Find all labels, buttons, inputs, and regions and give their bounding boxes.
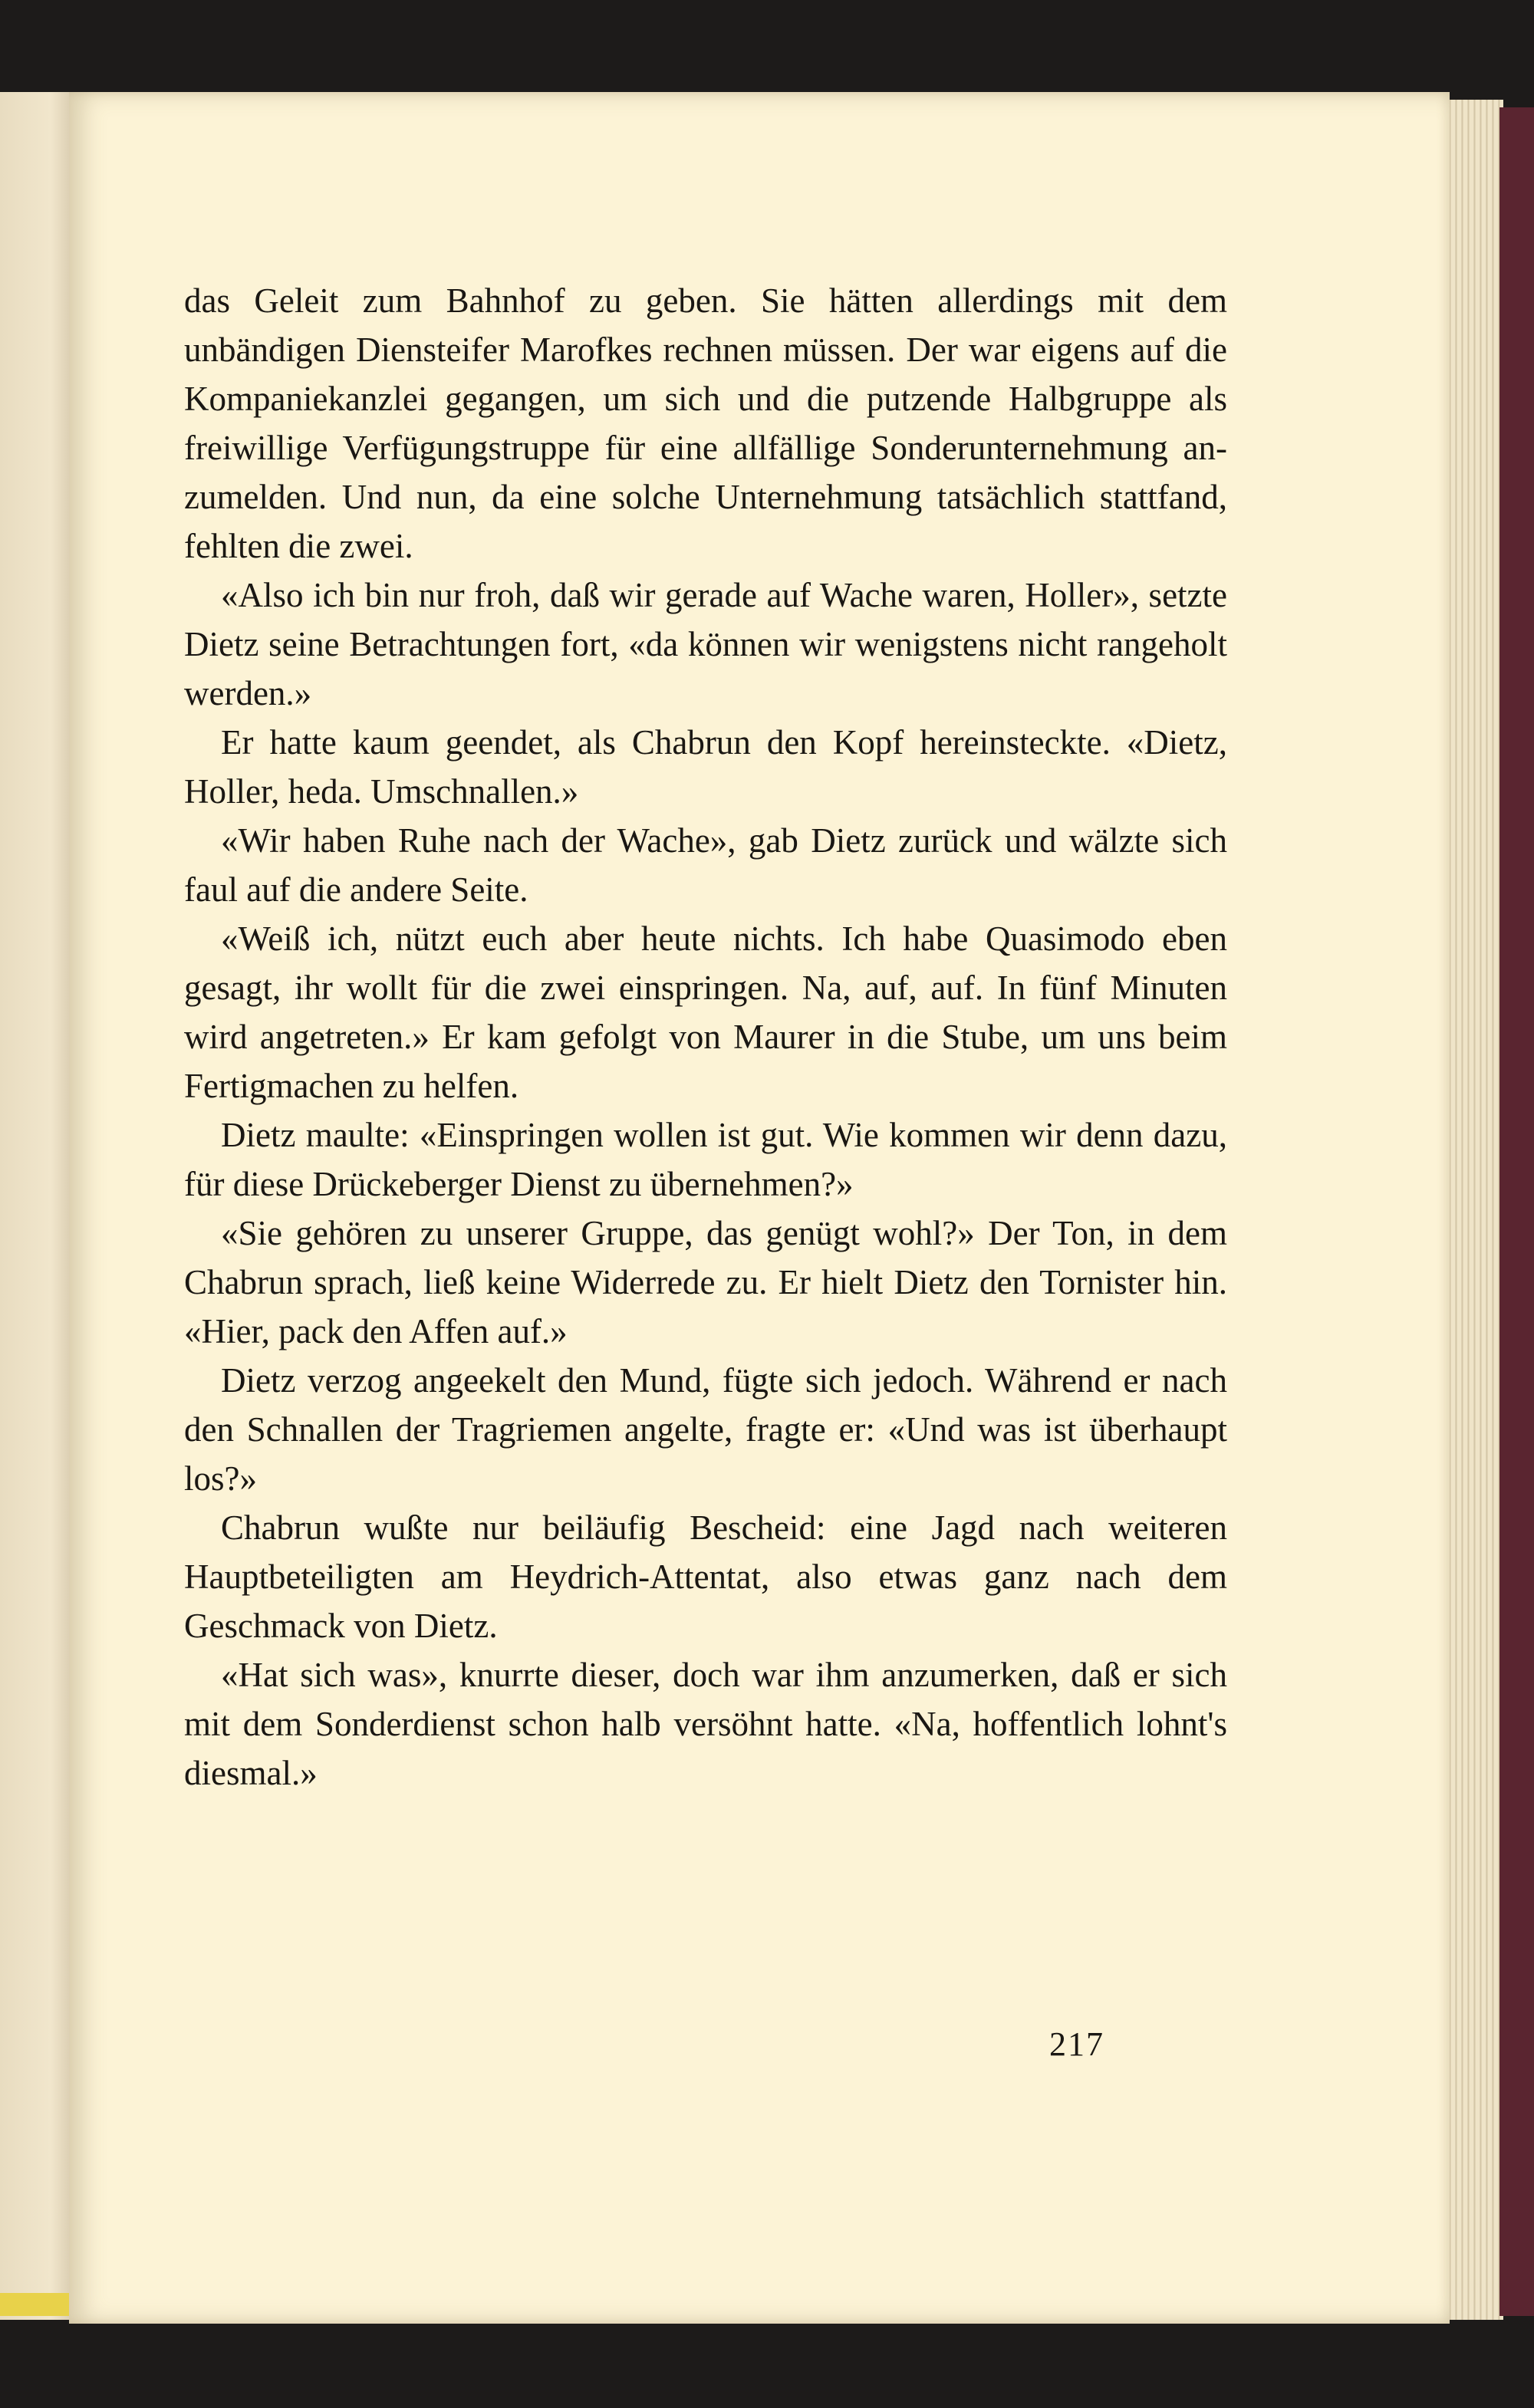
paragraph: das Geleit zum Bahnhof zu geben. Sie hätten allerdings mit dem unbändigen Diensteifer Marofkes rechnen müssen. Der war eigens auf die Kompaniekanzlei gegangen, um sich und die putzende Halbgruppe als freiwillige Verfügungstruppe für eine allfällige Sonderunternehmung anzumelden. Und nun, da eine solche Unternehmung tatsächlich stattfand, fehlten die zwei. (184, 281, 1227, 565)
paragraph: Chabrun wußte nur beiläufig Bescheid: eine Jagd nach weiteren Hauptbeteiligten am Heydrich-Attentat, also etwas ganz nach dem Geschmack von Dietz. (184, 1508, 1227, 1645)
page-text (184, 276, 1227, 1798)
paragraph: «Also ich bin nur froh, daß wir gerade auf Wache waren, Holler», setzte Dietz seine Betrachtungen fort, «da können wir wenigstens nicht rangeholt werden.» (184, 576, 1227, 712)
page-number: 217 (1049, 2025, 1104, 2063)
paragraph: «Wir haben Ruhe nach der Wache», gab Dietz zurück und wälzte sich faul auf die andere Seite. (184, 821, 1227, 909)
paragraph: Er hatte kaum geendet, als Chabrun den Kopf hereinsteckte. «Dietz, Holler, heda. Umschnallen.» (184, 723, 1227, 811)
left-page-edge (0, 92, 73, 2320)
book-page (69, 92, 1450, 2324)
paragraph: «Weiß ich, nützt euch aber heute nichts. Ich habe Quasimodo eben gesagt, ihr wollt für die zwei einspringen. Na, auf, auf. In fünf Minuten wird angetreten.» Er kam gefolgt von Maurer in die Stube, um uns beim Fertigmachen zu helfen. (184, 919, 1227, 1105)
paragraph: «Hat sich was», knurrte dieser, doch war ihm anzumerken, daß er sich mit dem Sonderdienst schon halb versöhnt hatte. «Na, hoffentlich lohnt's diesmal.» (184, 1656, 1227, 1792)
book-cover-edge (1499, 107, 1534, 2316)
paragraph: Dietz verzog angeekelt den Mund, fügte sich jedoch. Während er nach den Schnallen der Tragriemen angelte, fragte er: «Und was ist überhaupt los?» (184, 1361, 1227, 1498)
bookmark-ribbon (0, 2293, 73, 2316)
paragraph: Dietz maulte: «Einspringen wollen ist gut. Wie kommen wir denn dazu, für diese Drückeberger Dienst zu übernehmen?» (184, 1116, 1227, 1203)
paragraph: «Sie gehören zu unserer Gruppe, das genügt wohl?» Der Ton, in dem Chabrun sprach, ließ keine Widerrede zu. Er hielt Dietz den Tornister hin. «Hier, pack den Affen auf.» (184, 1214, 1227, 1350)
